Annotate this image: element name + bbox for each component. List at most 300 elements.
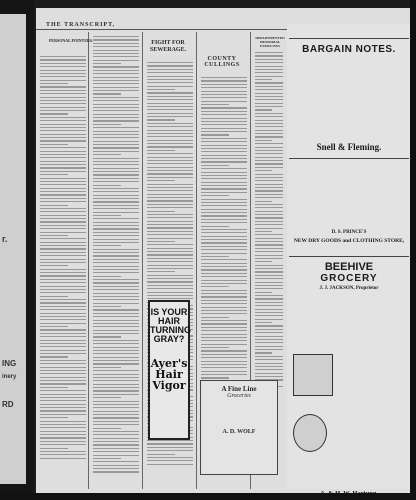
text-line [255, 292, 272, 293]
text-line [93, 306, 121, 307]
text-line [93, 255, 139, 256]
text-line [93, 56, 139, 57]
text-line [40, 316, 86, 317]
text-line [93, 434, 139, 435]
text-line [93, 93, 121, 94]
text-line [93, 370, 139, 371]
text-line [255, 177, 283, 178]
text-line [147, 82, 193, 83]
text-line [147, 170, 193, 171]
text-line [40, 208, 86, 209]
text-line [201, 97, 247, 98]
text-line [255, 109, 272, 110]
text-line [255, 214, 283, 215]
text-line [147, 187, 193, 188]
text-line [93, 242, 139, 243]
text-line [93, 360, 139, 361]
text-line [93, 347, 139, 348]
text-line [93, 164, 139, 165]
text-line [255, 120, 283, 121]
text-line [255, 204, 283, 205]
text-line [255, 248, 283, 249]
text-line [40, 59, 86, 60]
prince-store: NEW DRY GOODS and CLOTHING STORE, [293, 238, 405, 244]
text-line [40, 73, 86, 74]
text-line [255, 123, 283, 124]
advertisement-column [287, 24, 411, 489]
text-line [40, 181, 86, 182]
text-line [255, 79, 272, 80]
ad-brand: Ayer's Hair Vigor [150, 357, 188, 392]
text-line [201, 175, 247, 176]
text-line [40, 157, 86, 158]
text-line [201, 296, 247, 297]
text-line [93, 110, 139, 111]
prev-page-fragment: r. [2, 234, 8, 244]
text-line [93, 326, 139, 327]
text-line [201, 134, 229, 135]
text-line [40, 319, 86, 320]
text-line [93, 191, 139, 192]
text-line [201, 327, 247, 328]
text-line [93, 117, 139, 118]
text-line [201, 148, 247, 149]
text-line [201, 209, 247, 210]
text-line [93, 120, 139, 121]
text-line [255, 339, 283, 340]
text-line [93, 266, 139, 267]
text-line [147, 454, 175, 455]
text-line [93, 154, 121, 155]
text-line [93, 421, 139, 422]
text-line [40, 120, 86, 121]
text-line [40, 184, 86, 185]
text-line [40, 90, 86, 91]
text-line [40, 343, 86, 344]
text-line [40, 232, 86, 233]
personal-pointers-heading: PERSONAL POINTERS. [48, 38, 93, 43]
right-shadow [410, 0, 416, 500]
text-line [40, 201, 86, 202]
text-line [93, 404, 139, 405]
text-line [255, 271, 283, 272]
text-line [255, 255, 283, 256]
text-line [40, 454, 86, 455]
text-line [255, 96, 283, 97]
text-line [255, 82, 283, 83]
text-line [147, 211, 175, 212]
text-line [40, 110, 86, 111]
text-line [255, 275, 283, 276]
text-line [93, 73, 139, 74]
text-line [147, 447, 193, 448]
text-line [255, 76, 283, 77]
county-cullings-heading: COUNTY CULLINGS [204, 56, 240, 68]
text-line [255, 336, 283, 337]
text-line [201, 300, 247, 301]
text-line [255, 207, 283, 208]
text-line [93, 104, 139, 105]
text-line [40, 147, 86, 148]
text-line [93, 279, 139, 280]
text-line [147, 65, 193, 66]
text-line [201, 347, 229, 348]
text-line [255, 346, 283, 347]
text-line [40, 448, 68, 449]
text-line [93, 468, 139, 469]
text-line [93, 144, 139, 145]
text-line [201, 161, 247, 162]
text-line [201, 155, 247, 156]
text-line [93, 114, 139, 115]
text-line [40, 360, 86, 361]
text-line [40, 137, 86, 138]
text-line [93, 303, 139, 304]
text-line [93, 46, 139, 47]
text-line [93, 414, 139, 415]
text-line [147, 248, 193, 249]
prev-page-fragment: RD [2, 400, 14, 409]
text-line [40, 458, 86, 459]
text-line [147, 278, 193, 279]
text-line [40, 417, 68, 418]
text-line [201, 145, 247, 146]
text-line [201, 374, 247, 375]
text-line [93, 401, 139, 402]
text-line [255, 136, 283, 137]
text-line [40, 279, 86, 280]
text-line [255, 309, 283, 310]
text-line [201, 165, 229, 166]
text-line [201, 195, 229, 196]
bottom-shadow [0, 493, 416, 500]
text-line [201, 172, 247, 173]
text-line [147, 140, 193, 141]
text-line [93, 444, 139, 445]
text-line [40, 154, 86, 155]
text-line [93, 249, 139, 250]
text-line [255, 312, 283, 313]
text-line [93, 151, 139, 152]
text-line [40, 161, 86, 162]
text-line [93, 407, 139, 408]
text-line [147, 157, 193, 158]
text-line [201, 317, 229, 318]
text-line [40, 282, 86, 283]
text-line [93, 60, 139, 61]
text-line [147, 177, 193, 178]
text-line [93, 188, 139, 189]
text-line [201, 131, 247, 132]
text-line [255, 194, 283, 195]
text-line [93, 286, 139, 287]
text-line [255, 174, 283, 175]
text-line [93, 309, 139, 310]
text-line [93, 232, 139, 233]
text-line [255, 197, 283, 198]
text-line [147, 99, 193, 100]
text-line [201, 361, 247, 362]
text-line [201, 141, 247, 142]
text-line [147, 103, 193, 104]
text-line [93, 212, 139, 213]
text-line [147, 79, 193, 80]
text-line [93, 336, 121, 337]
text-line [93, 90, 139, 91]
text-line [93, 178, 139, 179]
text-line [40, 97, 86, 98]
text-line [201, 91, 247, 92]
text-line [201, 232, 247, 233]
text-line [255, 163, 283, 164]
children-picture [293, 354, 333, 396]
text-line [93, 276, 121, 277]
prev-page-fragment: ING [2, 359, 17, 368]
text-line [93, 458, 121, 459]
text-line [147, 251, 193, 252]
text-line [147, 163, 193, 164]
text-line [147, 153, 193, 154]
text-line [147, 72, 193, 73]
column-rule [142, 32, 143, 489]
text-line [201, 334, 247, 335]
text-line [201, 158, 247, 159]
snell-fleming: Snell & Fleming. [316, 142, 382, 152]
text-line [147, 190, 193, 191]
text-line [40, 194, 86, 195]
text-line [40, 164, 86, 165]
text-line [93, 168, 139, 169]
text-line [93, 107, 139, 108]
text-line [93, 174, 139, 175]
text-line [201, 303, 247, 304]
text-line [40, 329, 86, 330]
text-line [147, 234, 193, 235]
text-line [147, 292, 193, 293]
text-line [255, 153, 283, 154]
text-line [147, 464, 193, 465]
text-line [40, 171, 86, 172]
text-line [93, 147, 139, 148]
text-line [40, 56, 86, 57]
text-line [40, 356, 68, 357]
text-line [255, 305, 283, 306]
text-line [40, 238, 86, 239]
text-line [255, 268, 283, 269]
text-line [201, 84, 247, 85]
text-line [201, 330, 247, 331]
ayer-hair-vigor-ad [148, 300, 190, 440]
text-line [201, 371, 247, 372]
text-line [93, 272, 139, 273]
text-line [40, 323, 86, 324]
text-line [93, 289, 139, 290]
text-line [147, 160, 193, 161]
text-line [201, 111, 247, 112]
text-line [255, 167, 283, 168]
text-line [201, 239, 247, 240]
text-line [255, 130, 283, 131]
text-line [147, 96, 193, 97]
text-line [40, 218, 86, 219]
text-line [93, 363, 139, 364]
text-line [147, 200, 193, 201]
text-line [93, 198, 139, 199]
text-line [93, 293, 139, 294]
text-line [255, 69, 283, 70]
text-line [255, 224, 283, 225]
text-line [255, 359, 283, 360]
text-line [255, 302, 283, 303]
text-line [147, 167, 193, 168]
text-line [201, 128, 247, 129]
column-1 [38, 32, 88, 489]
text-line [40, 421, 86, 422]
masthead: THE TRANSCRIPT, [46, 22, 116, 28]
text-line [147, 244, 193, 245]
text-line [93, 461, 139, 462]
text-line [147, 281, 193, 282]
text-line [40, 211, 86, 212]
text-line [147, 146, 193, 147]
text-line [255, 342, 283, 343]
text-line [40, 198, 86, 199]
text-line [255, 201, 272, 202]
text-line [255, 282, 283, 283]
text-line [40, 225, 86, 226]
text-line [201, 107, 247, 108]
text-line [201, 377, 229, 378]
text-line [93, 124, 121, 125]
text-line [40, 286, 86, 287]
text-line [147, 69, 193, 70]
text-line [40, 151, 86, 152]
text-line [93, 323, 139, 324]
text-line [40, 410, 86, 411]
text-line [201, 121, 247, 122]
text-line [40, 313, 86, 314]
text-line [93, 343, 139, 344]
text-line [201, 87, 247, 88]
text-line [147, 76, 193, 77]
text-line [40, 80, 86, 81]
text-line [40, 167, 86, 168]
text-line [255, 241, 283, 242]
text-line [255, 126, 283, 127]
text-line [255, 285, 283, 286]
text-line [40, 444, 86, 445]
text-line [201, 259, 247, 260]
proprietor: J. J. JACKSON, Proprietor [319, 286, 379, 291]
text-line [40, 103, 86, 104]
text-line [201, 101, 247, 102]
text-line [93, 377, 139, 378]
text-line [201, 310, 247, 311]
text-line [93, 39, 139, 40]
text-line [40, 383, 86, 384]
text-line [93, 441, 139, 442]
text-line [93, 36, 139, 37]
text-line [93, 438, 139, 439]
text-line [201, 77, 247, 78]
text-line [201, 236, 247, 237]
text-line [201, 280, 247, 281]
text-line [93, 384, 139, 385]
text-line [147, 133, 193, 134]
text-line [93, 252, 139, 253]
text-line [93, 367, 121, 368]
text-line [255, 150, 283, 151]
bargain-notes-heading: BARGAIN NOTES. [302, 44, 396, 55]
text-line [40, 76, 86, 77]
text-line [255, 52, 283, 53]
text-line [255, 113, 283, 114]
text-line [147, 221, 193, 222]
text-line [93, 330, 139, 331]
text-line [147, 119, 175, 120]
text-line [255, 298, 283, 299]
text-line [147, 89, 175, 90]
text-line [147, 204, 193, 205]
text-line [40, 302, 86, 303]
text-line [201, 350, 247, 351]
text-line [93, 205, 139, 206]
text-line [147, 275, 193, 276]
text-line [40, 309, 86, 310]
text-line [93, 87, 139, 88]
text-line [147, 224, 193, 225]
text-line [201, 185, 247, 186]
text-line [40, 134, 86, 135]
clock-picture [293, 414, 327, 452]
previous-page-edge [0, 14, 26, 484]
text-line [40, 350, 86, 351]
text-line [255, 369, 283, 370]
text-line [255, 356, 283, 357]
text-line [40, 83, 68, 84]
text-line [201, 202, 247, 203]
text-line [40, 188, 86, 189]
text-line [93, 201, 139, 202]
text-line [40, 205, 68, 206]
prev-page-fragment: inery [2, 374, 17, 380]
text-line [40, 299, 86, 300]
text-line [93, 259, 139, 260]
text-line [93, 137, 139, 138]
text-line [93, 161, 139, 162]
text-line [93, 63, 121, 64]
text-line [93, 131, 139, 132]
text-line [147, 92, 193, 93]
text-line [147, 106, 193, 107]
text-line [201, 192, 247, 193]
text-line [201, 263, 247, 264]
text-line [93, 185, 121, 186]
text-line [147, 460, 193, 461]
text-line [93, 181, 139, 182]
text-line [93, 43, 139, 44]
text-line [40, 336, 86, 337]
text-line [40, 367, 86, 368]
text-line [147, 150, 175, 151]
text-line [40, 441, 86, 442]
text-line [93, 471, 139, 472]
text-line [255, 59, 283, 60]
text-line [40, 259, 86, 260]
text-line [40, 265, 68, 266]
text-line [147, 130, 193, 131]
text-line [255, 116, 283, 117]
